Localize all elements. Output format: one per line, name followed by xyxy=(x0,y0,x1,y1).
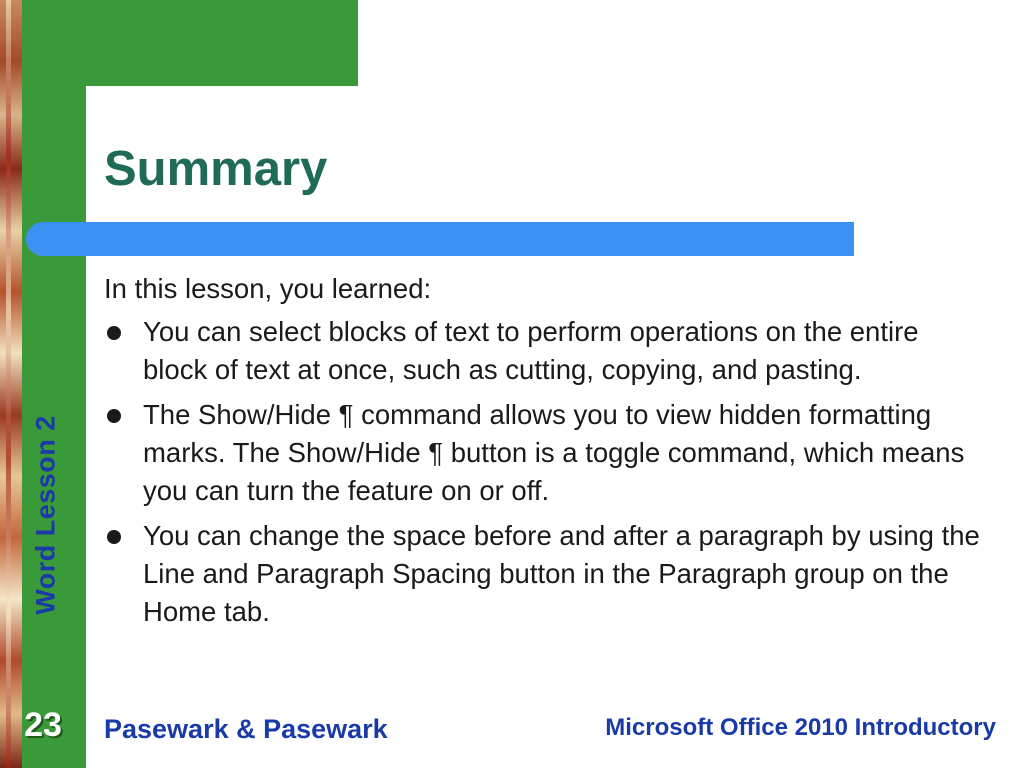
lesson-label: Word Lesson 2 xyxy=(30,415,61,615)
intro-text: In this lesson, you learned: xyxy=(104,273,432,304)
bullet-dot-icon xyxy=(107,326,121,340)
bullet-list xyxy=(104,313,984,631)
bullet-text: You can change the space before and after a paragraph by using the Line and Paragraph Spacing button in the Paragraph group on the Home tab. xyxy=(143,520,980,627)
footer-course-title: Microsoft Office 2010 Introductory xyxy=(605,714,996,741)
bullet-text: The Show/Hide ¶ command allows you to view hidden formatting marks. The Show/Hide ¶ button is a toggle command, which means you can turn the feature on or off. xyxy=(143,399,965,506)
green-side-band xyxy=(22,0,86,768)
decorative-art-strip xyxy=(0,0,22,768)
title-underline-bar xyxy=(26,222,854,256)
bullet-item xyxy=(104,517,984,631)
bullet-item xyxy=(104,313,984,389)
slide-number: 23 xyxy=(24,706,62,744)
bullet-dot-icon xyxy=(107,530,121,544)
bullet-item xyxy=(104,396,984,510)
bullet-dot-icon xyxy=(107,409,121,423)
slide-body xyxy=(104,270,984,638)
slide-title: Summary xyxy=(104,142,328,196)
footer-publisher: Pasewark & Pasewark xyxy=(104,714,388,744)
green-top-band xyxy=(22,0,358,86)
bullet-text: You can select blocks of text to perform operations on the entire block of text at once, such as cutting, copying, and pasting. xyxy=(143,316,919,385)
